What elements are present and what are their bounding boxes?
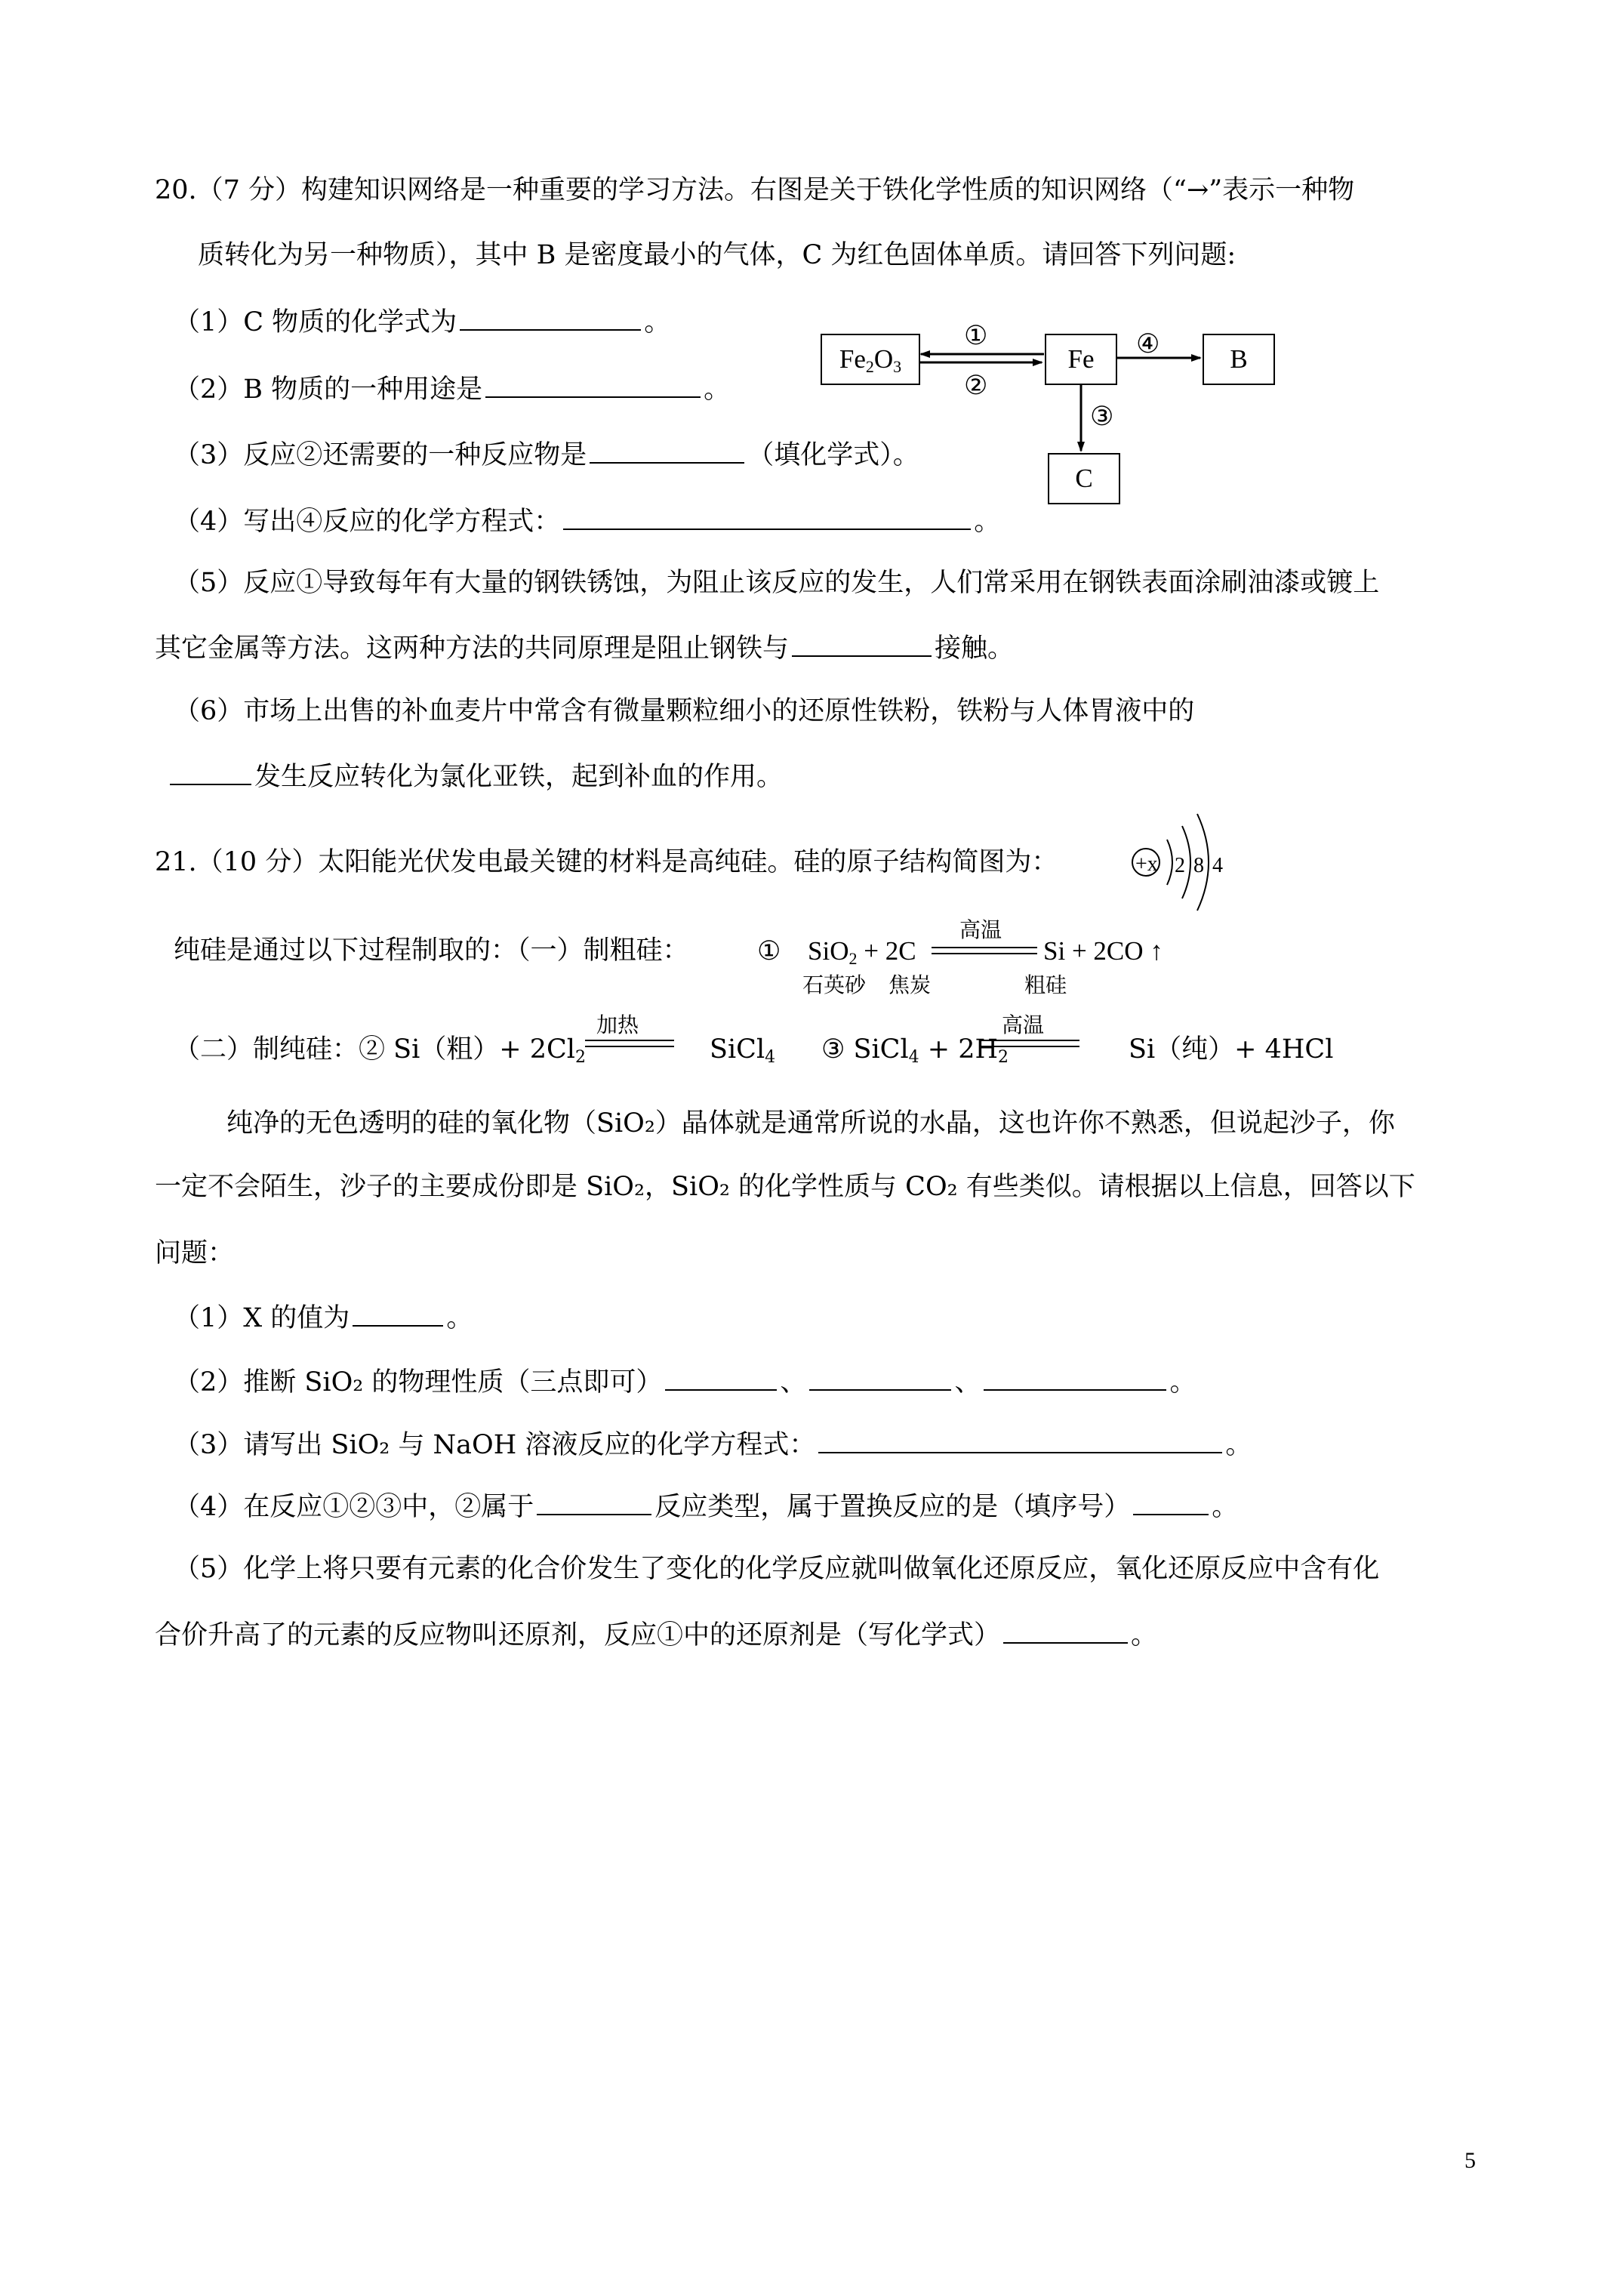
q21-sub5-line1: （5）化学上将只要有元素的化合价发生了变化的化学反应就叫做氧化还原反应，氧化还原反应中含有化 <box>174 1554 1380 1584</box>
up-arrow-icon: ↑ <box>1150 936 1163 966</box>
q20-sub3: （3）反应②还需要的一种反应物是 （填化学式）。 <box>174 440 919 470</box>
q20-sub1: （1）C 物质的化学式为 。 <box>174 307 671 337</box>
eq2-left: （二）制纯硅：② Si（粗）+ $2Cl_2$ <box>174 1034 586 1067</box>
q21-sub2: （2）推断 SiO₂ 的物理性质（三点即可） 、 、 。 <box>174 1367 1196 1398</box>
eq1-right: Si + 2CO ↑ <box>1043 936 1163 966</box>
q20-sub4: （4）写出④反应的化学方程式： 。 <box>174 507 1001 537</box>
q21-answer-4b-blank[interactable] <box>1133 1491 1209 1515</box>
q21-sub1: （1）X 的值为 。 <box>174 1303 473 1333</box>
eq1-bar-bottom <box>932 953 1037 954</box>
q21-answer-5-blank[interactable] <box>1003 1620 1128 1644</box>
eq1-label-crude-si: 粗硅 <box>1024 972 1067 997</box>
node-fe: Fe <box>1045 334 1117 385</box>
eq1-bar-top <box>932 947 1037 948</box>
q20-sub6-line2: 发生反应转化为氯化亚铁，起到补血的作用。 <box>170 761 783 792</box>
shell-arc-1 <box>1167 840 1172 885</box>
eq3-bar-top <box>981 1040 1079 1041</box>
eq1-left: SiO$_2$ + 2C <box>808 936 916 968</box>
label-reaction-2: ② <box>964 371 988 401</box>
page-number: 5 <box>1464 2148 1476 2173</box>
q21-answer-3-blank[interactable] <box>818 1429 1222 1453</box>
node-c: C <box>1048 453 1120 504</box>
eq1-number: ① <box>757 936 781 966</box>
eq2-right: SiCl$_4$ <box>710 1034 776 1067</box>
q20-sub5-line1: （5）反应①导致每年有大量的钢铁锈蚀，为阻止该反应的发生，人们常采用在钢铁表面涂刷油漆或镀上 <box>174 568 1380 598</box>
q20-line2: 质转化为另一种物质），其中 B 是密度最小的气体，C 为红色固体单质。请回答下列问题: <box>198 240 1236 270</box>
label-reaction-3: ③ <box>1090 402 1114 432</box>
q21-sub4: （4）在反应①②③中，②属于 反应类型，属于置换反应的是（填序号） 。 <box>174 1492 1239 1522</box>
node-fe2o3: $Fe_2O_3$ <box>821 334 920 385</box>
q21-para-line3: 问题： <box>155 1238 235 1268</box>
q21-line2: 纯硅是通过以下过程制取的：（一）制粗硅： <box>174 935 689 966</box>
q21-para-line2: 一定不会陌生，沙子的主要成份即是 SiO₂，SiO₂ 的化学性质与 CO₂ 有些类似。请根据以上信息，回答以下 <box>155 1172 1415 1202</box>
eq2-bar-bottom <box>585 1046 674 1047</box>
q20-sub5-line2: 其它金属等方法。这两种方法的共同原理是阻止钢铁与 接触。 <box>155 633 1015 664</box>
q20-sub6-line1: （6）市场上出售的补血麦片中常含有微量颗粒细小的还原性铁粉，铁粉与人体胃液中的 <box>174 696 1195 726</box>
eq2-bar-top <box>585 1040 674 1041</box>
label-reaction-1: ① <box>964 321 988 351</box>
q21-line1: 21.（10 分）太阳能光伏发电最关键的材料是高纯硅。硅的原子结构简图为： <box>155 847 1058 877</box>
label-reaction-4: ④ <box>1136 329 1160 359</box>
eq3-bar-bottom <box>981 1046 1079 1047</box>
eq1-condition: 高温 <box>959 917 1002 942</box>
q21-answer-1-blank[interactable] <box>353 1302 443 1327</box>
eq1-label-quartz: 石英砂 <box>802 972 867 997</box>
q20-sub2: （2）B 物质的一种用途是 。 <box>174 374 731 405</box>
q21-answer-2a-blank[interactable] <box>665 1367 777 1391</box>
eq3-left: ③ SiCl$_4$ + $2H_2$ <box>821 1034 1009 1067</box>
eq1-label-coke: 焦炭 <box>888 972 932 997</box>
q21-answer-2b-blank[interactable] <box>809 1367 951 1391</box>
q21-sub5-line2: 合价升高了的元素的反应物叫还原剂，反应①中的还原剂是（写化学式） 。 <box>155 1620 1158 1650</box>
atom-shell-electrons: 2 8 4 <box>1175 854 1224 877</box>
q21-answer-2c-blank[interactable] <box>984 1367 1166 1391</box>
eq3-condition: 高温 <box>1002 1012 1045 1037</box>
eq2-condition: 加热 <box>596 1012 639 1037</box>
eq3-right: Si（纯）+ 4HCl <box>1129 1034 1334 1065</box>
q20-line1: 20.（7 分）构建知识网络是一种重要的学习方法。右图是关于铁化学性质的知识网络（“→”表示一种物 <box>155 175 1355 205</box>
q21-answer-4a-blank[interactable] <box>537 1491 651 1515</box>
q21-sub3: （3）请写出 SiO₂ 与 NaOH 溶液反应的化学方程式： 。 <box>174 1430 1252 1460</box>
q21-para-line1: 纯净的无色透明的硅的氧化物（SiO₂）晶体就是通常所说的水晶，这也许你不熟悉，但说起沙子，你 <box>226 1108 1395 1139</box>
node-b: B <box>1203 334 1275 385</box>
atom-nucleus-label: +x <box>1135 852 1158 876</box>
